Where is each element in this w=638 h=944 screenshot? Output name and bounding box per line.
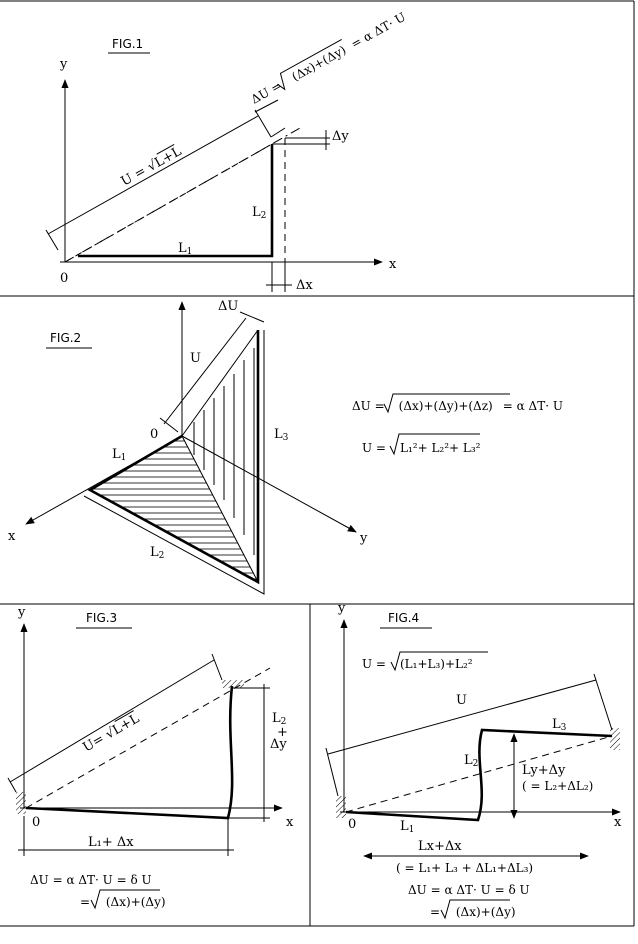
fig3-plus: + [277, 725, 288, 740]
fig1-title: FIG.1 [112, 37, 144, 51]
fig4-u: U [456, 693, 467, 708]
fig3-du-equation: ΔU = α ΔT· U = δ U [30, 873, 152, 887]
fig4-l1: L1 [400, 819, 415, 835]
fig1-dy: Δy [332, 129, 349, 144]
fig2-title: FIG.2 [50, 331, 82, 345]
fig3-title: FIG.3 [86, 611, 118, 625]
fig3-panel [8, 605, 294, 909]
fig1-y-label: y [60, 57, 68, 72]
fig1-origin: 0 [60, 271, 69, 286]
fig2-y-label: y [360, 531, 368, 546]
fig2-du: ΔU [218, 299, 239, 314]
fig4-du-equation: ΔU = α ΔT· U = δ U [408, 883, 530, 897]
fig3-dy: Δy [270, 737, 287, 752]
fig3-diagonal [26, 668, 270, 808]
fig4-bars [346, 730, 612, 820]
fig2-l1: L1 [112, 447, 127, 463]
fig4-lx: Lx+Δx [418, 839, 462, 854]
fig4-ly-paren: ( = L₂+ΔL₂) [522, 779, 594, 793]
fig3-origin: 0 [32, 815, 41, 830]
fig3-left-support [16, 792, 26, 814]
fig3-x-label: x [286, 815, 294, 830]
fig4-y-label: y [338, 601, 346, 616]
fig4-lx-paren: ( = L₁+ L₃ + ΔL₁+ΔL₃) [396, 861, 534, 875]
fig2-panel [8, 299, 563, 594]
fig2-origin: 0 [150, 427, 159, 442]
fig4-panel [326, 601, 622, 919]
fig1-panel [46, 10, 408, 293]
fig3-u-label: U= √L+L [80, 711, 143, 756]
fig3-l1dx: L₁+ Δx [88, 835, 134, 850]
fig3-y-label: y [18, 605, 26, 620]
fig4-u-equation: U = (L₁+L₃)+L₂² [362, 657, 473, 671]
fig1-dx: Δx [296, 278, 313, 293]
fig2-u-equation: U = L₁²+ L₂²+ L₃² [362, 441, 481, 455]
fig1-du-equation: ΔU =(Δx)+(Δy)= α ΔT· U [248, 9, 409, 107]
fig4-x-label: x [614, 815, 622, 830]
fig2-x-label: x [8, 529, 16, 544]
fig2-l2: L2 [150, 545, 165, 561]
fig2-l3: L3 [274, 427, 289, 443]
fig3-u-dimension [10, 660, 214, 782]
fig1-x-label: x [389, 257, 397, 272]
fig3-du-root: = (Δx)+(Δy) [80, 895, 166, 909]
fig4-right-support [610, 728, 620, 750]
fig4-title: FIG.4 [388, 611, 420, 625]
fig2-du-equation: ΔU = (Δx)+(Δy)+(Δz) = α ΔT· U [352, 399, 563, 413]
fig2-u: U [190, 351, 201, 366]
fig4-left-support [336, 796, 346, 818]
fig1-l1: L1 [178, 241, 193, 257]
fig4-l3: L3 [552, 717, 567, 733]
fig3-l2: L2 [272, 711, 287, 727]
fig3-bars [26, 686, 232, 818]
fig4-du-root: = (Δx)+(Δy) [430, 905, 516, 919]
fig4-ly: Ly+Δy [522, 763, 566, 778]
fig1-l2: L2 [252, 205, 267, 221]
fig4-l2: L2 [464, 753, 479, 769]
fig4-origin: 0 [348, 817, 357, 832]
fig1-u-label: U = √L+L [118, 144, 185, 190]
fig1-u-dimension [48, 116, 258, 234]
